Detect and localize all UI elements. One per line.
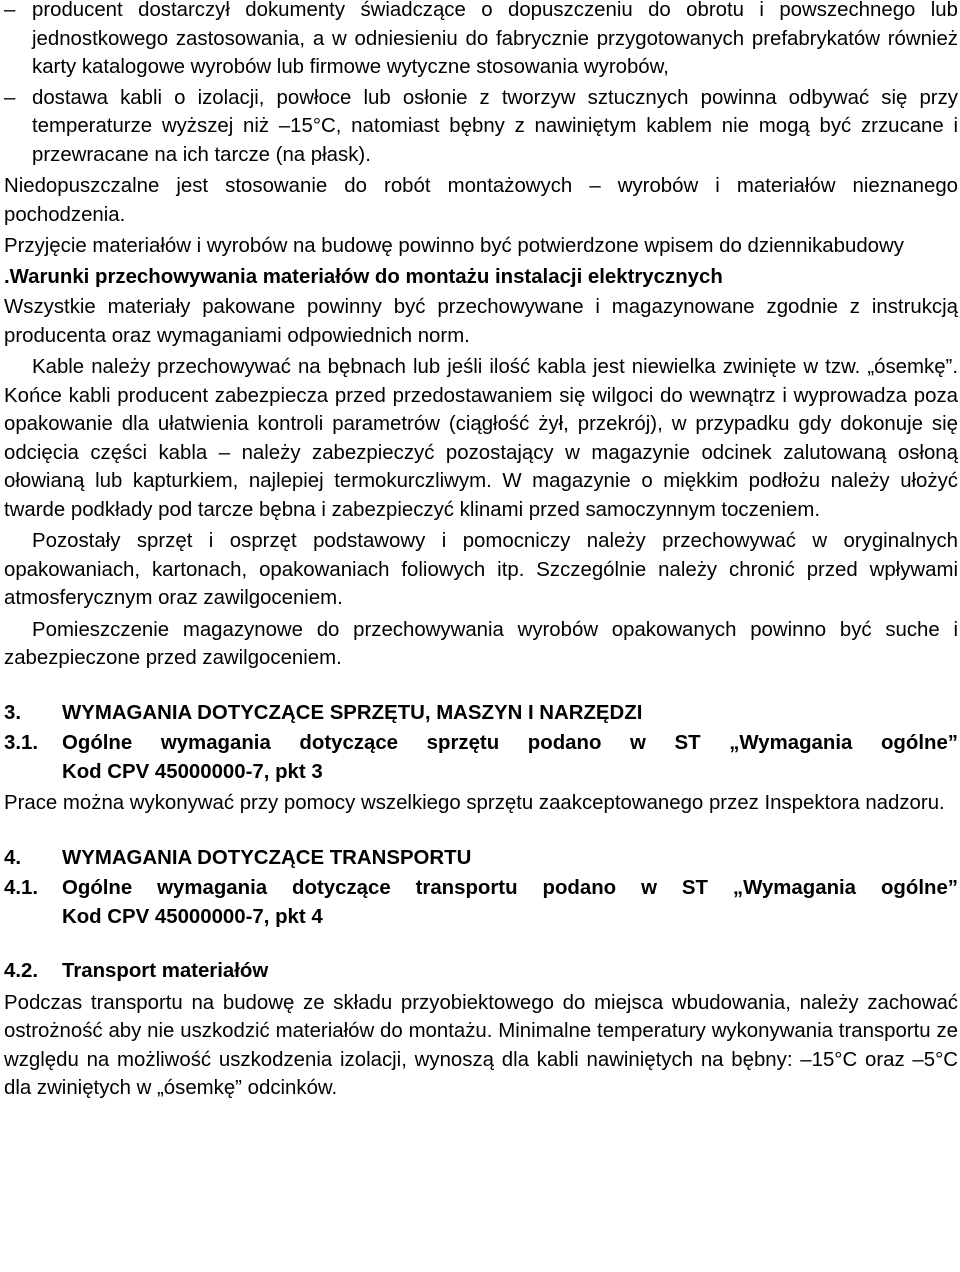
section-3-heading: [4, 699, 958, 728]
subsection-4-1-heading: [4, 874, 958, 931]
subsection-title: Transport materiałów: [62, 960, 269, 982]
paragraph-unknown-origin: Niedopuszczalne jest stosowanie do robót montażowych – wyrobów i materiałów nieznanego pochodzenia.: [4, 175, 958, 226]
subsection-3-1-heading: [4, 729, 958, 786]
paragraph-storage-room: Pomieszczenie magazynowe do przechowywania wyrobów opakowanych powinno być suche i zabezpieczone przed zawilgoceniem.: [4, 618, 958, 669]
subsection-number: 4.2.: [4, 960, 39, 982]
subsection-4-2-heading: [4, 957, 958, 986]
subsection-number: 4.1.: [4, 877, 39, 899]
paragraph-acceptance: Przyjęcie materiałów i wyrobów na budowę powinno być potwierdzone wpisem do dziennikabudowy: [4, 235, 904, 257]
list-item-documents: [4, 0, 958, 82]
list-item-cable-delivery: [4, 84, 958, 170]
section-title: WYMAGANIA DOTYCZĄCE SPRZĘTU, MASZYN I NARZĘDZI: [62, 701, 643, 724]
section-4-heading: [4, 844, 958, 873]
paragraph-equipment: Prace można wykonywać przy pomocy wszelkiego sprzętu zaakceptowanego przez Inspektora nadzoru.: [4, 792, 945, 814]
subsection-title: [62, 729, 958, 786]
list-dash: –: [4, 0, 16, 21]
subsection-title-line1: Ogólne wymagania dotyczące transportu podano w ST „Wymagania ogólne”: [62, 877, 958, 899]
paragraph-storage-all: Wszystkie materiały pakowane powinny być przechowywane i magazynowane zgodnie z instrukcją producenta oraz wymaganiami odpowiednich norm.: [4, 296, 958, 347]
subsection-title-line2: Kod CPV 45000000-7, pkt 3: [62, 760, 323, 783]
document-page: [4, 0, 958, 1103]
section-number: 4.: [4, 846, 22, 869]
section-title: WYMAGANIA DOTYCZĄCE TRANSPORTU: [62, 846, 472, 869]
subsection-title-line2: Kod CPV 45000000-7, pkt 4: [62, 905, 323, 928]
list-dash: –: [4, 86, 16, 109]
section-number: 3.: [4, 701, 22, 724]
subsection-title: [62, 874, 958, 931]
list-item-text: dostawa kabli o izolacji, powłoce lub osłonie z tworzyw sztucznych powinna odbywać się przy temperaturze wyższej niż –15°C, natomiast bębny z nawiniętym kablem nie mogą być zrzucane i przewracane na ich tarcze (na płask).: [32, 86, 958, 166]
paragraph-other-equipment: Pozostały sprzęt i osprzęt podstawowy i pomocniczy należy przechowywać w oryginalnych opakowaniach, kartonach, opakowaniach foliowych itp. Szczególnie należy chronić przed wpływami atmosferycznym oraz zawilgoceniem.: [4, 530, 958, 609]
paragraph-transport: Podczas transportu na budowę ze składu przyobiektowego do miejsca wbudowania, należy zachować ostrożność aby nie uszkodzić materiałów do montażu. Minimalne temperatury wykonywania transportu ze względu na możliwość uszkodzenia izolacji, wynoszą dla kabli nawiniętych na bębny: –15°C oraz –5°C dla zwiniętych w „ósemkę” odcinków.: [4, 991, 958, 1099]
subsection-number: 3.1.: [4, 732, 39, 754]
subsection-title-line1: Ogólne wymagania dotyczące sprzętu podano w ST „Wymagania ogólne”: [62, 732, 958, 754]
paragraph-cables: Kable należy przechowywać na bębnach lub jeśli ilość kabla jest niewielka zwinięte w tzw. „ósemkę”. Końce kabli producent zabezpiecza przed przedostawaniem się wilgoci do wewnątrz i wyprowadza poza opakowanie dla ułatwienia kontroli parametrów (ciągłość żył, przekrój), w przypadku gdy dokonuje się odcięcia części kabla – należy zabezpieczyć pozostający w magazynie odcinek zalutowaną osłoną ołowianą lub kapturkiem, najlepiej termokurczliwym. W magazynie o miękkim podłożu należy ułożyć twarde podkłady pod tarcze bębna i zabezpieczyć klinami przed samoczynnym toczeniem.: [4, 356, 958, 521]
heading-storage: .Warunki przechowywania materiałów do montażu instalacji elektrycznych: [4, 265, 723, 288]
list-item-text: producent dostarczył dokumenty świadczące o dopuszczeniu do obrotu i powszechnego lub jednostkowego zastosowania, a w odniesieniu do fabrycznie przygotowanych prefabrykatów również karty katalogowe wyrobów lub firmowe wytyczne stosowania wyrobów,: [32, 0, 958, 78]
